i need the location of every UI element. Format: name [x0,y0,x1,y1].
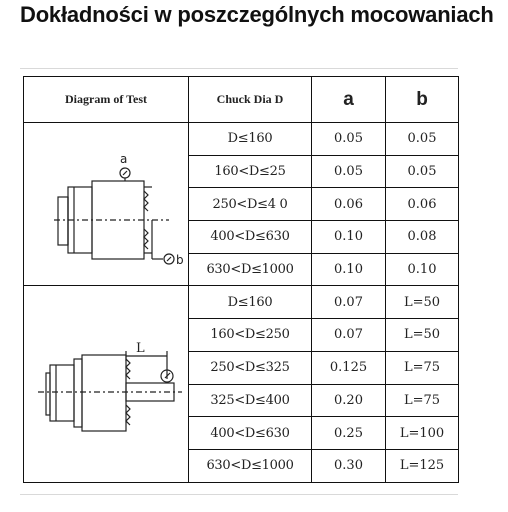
chuck-dia-cell: D≤160 [189,286,312,319]
a-value-cell: 0.25 [312,417,386,450]
diagram-label-l: L [136,341,145,356]
a-value-cell: 0.05 [312,155,386,188]
top-divider [20,68,458,69]
chuck-dial-diagram-1 [24,125,189,283]
chuck-dia-cell: 630<D≤1000 [189,253,312,286]
chuck-dia-cell: 400<D≤630 [189,417,312,450]
b-value-cell: L=50 [386,286,459,319]
b-value-cell: L=75 [386,384,459,417]
chuck-dia-cell: 160<D≤250 [189,319,312,352]
bottom-divider [20,494,458,495]
header-chuck-dia: Chuck Dia D [189,77,312,123]
diagram-label-a: a [120,152,128,167]
diagram-runout-at-length [24,286,189,482]
chuck-dia-cell: 400<D≤630 [189,221,312,254]
chuck-dia-cell: 250<D≤325 [189,351,312,384]
table-header-row [24,77,459,123]
a-value-cell: 0.06 [312,188,386,221]
b-value-cell: 0.05 [386,123,459,156]
a-value-cell: 0.05 [312,123,386,156]
table-row [24,123,459,156]
a-value-cell: 0.125 [312,351,386,384]
chuck-dia-cell: 160<D≤25 [189,155,312,188]
table-row [24,286,459,319]
chuck-dia-cell: 325<D≤400 [189,384,312,417]
accuracy-table [23,76,459,483]
b-value-cell: 0.08 [386,221,459,254]
a-value-cell: 0.20 [312,384,386,417]
chuck-dia-cell: 250<D≤4 0 [189,188,312,221]
b-value-cell: 0.10 [386,253,459,286]
b-value-cell: 0.06 [386,188,459,221]
b-value-cell: L=75 [386,351,459,384]
b-value-cell: L=125 [386,449,459,482]
chuck-dia-cell: D≤160 [189,123,312,156]
b-value-cell: L=50 [386,319,459,352]
a-value-cell: 0.07 [312,286,386,319]
b-value-cell: 0.05 [386,155,459,188]
a-value-cell: 0.10 [312,221,386,254]
page-title: Dokładności w poszczególnych mocowaniach [20,2,494,27]
diagram-label-b: b [176,253,184,268]
a-value-cell: 0.10 [312,253,386,286]
header-diagram: Diagram of Test [24,77,189,123]
diagram-radial-axial-runout [24,123,189,286]
chuck-dia-cell: 630<D≤1000 [189,449,312,482]
a-value-cell: 0.30 [312,449,386,482]
chuck-dial-diagram-2 [24,289,189,479]
header-b: b [386,77,459,123]
a-value-cell: 0.07 [312,319,386,352]
header-a: a [312,77,386,123]
b-value-cell: L=100 [386,417,459,450]
